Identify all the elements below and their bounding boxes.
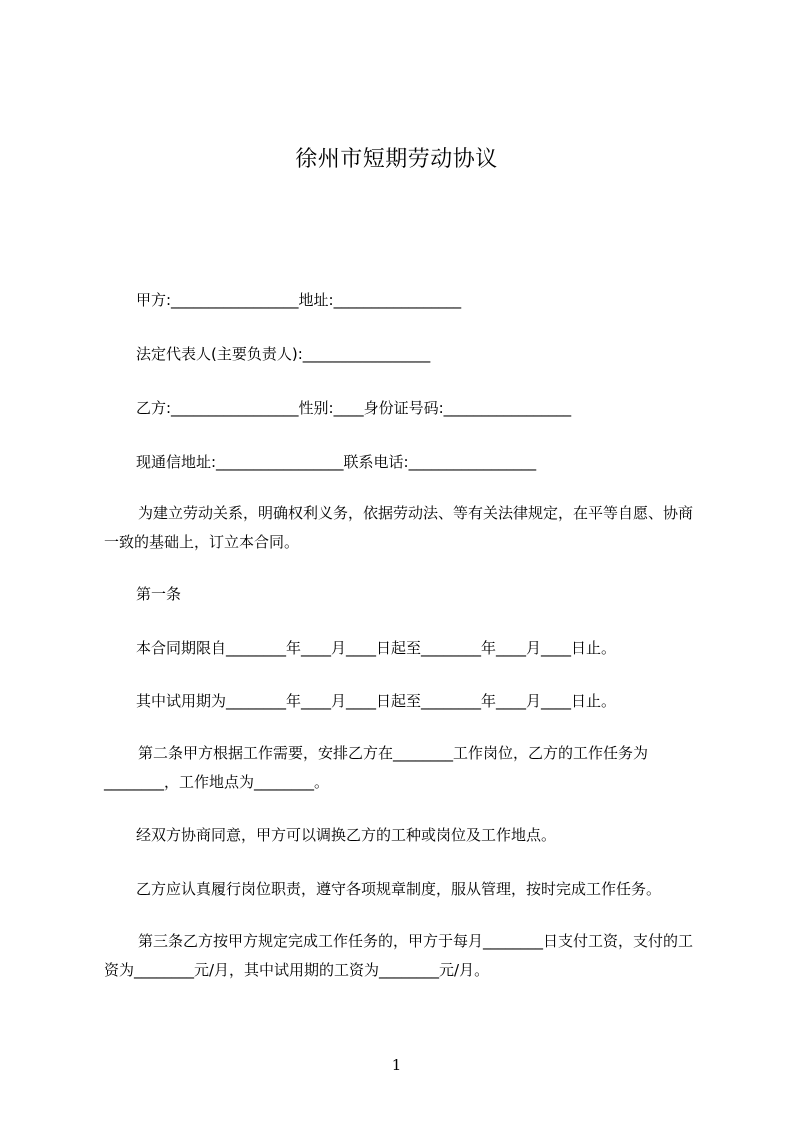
party-a-line: 甲方:_________________地址:_________________ xyxy=(136,291,462,309)
intro-paragraph xyxy=(104,499,704,557)
contact-line: 现通信地址:_________________联系电话:_________________ xyxy=(136,453,537,471)
page-number: 1 xyxy=(391,1056,402,1074)
probation-line: 其中试用期为________年____月____日起至________年____月____日止。 xyxy=(136,692,617,710)
party-b-line: 乙方:_________________性别:____身份证号码:_________________ xyxy=(136,399,572,417)
article-2-paragraph xyxy=(104,739,704,797)
article-1-heading: 第一条 xyxy=(136,585,182,603)
document-title: 徐州市短期劳动协议 xyxy=(295,147,498,172)
adjustment-line: 经双方协商同意，甲方可以调换乙方的工种或岗位及工作地点。 xyxy=(136,826,557,844)
intro-text: 为建立劳动关系，明确权利义务，依据劳动法、等有关法律规定，在平等自愿、协商一致的基础上，订立本合同。 xyxy=(104,504,694,551)
article-3-paragraph xyxy=(104,927,704,985)
duties-line: 乙方应认真履行岗位职责，遵守各项规章制度，服从管理，按时完成工作任务。 xyxy=(136,880,662,898)
contract-term-line: 本合同期限自________年____月____日起至________年____月____日止。 xyxy=(136,639,617,657)
legal-representative-line: 法定代表人(主要负责人):_________________ xyxy=(136,345,431,363)
article-3-text: 第三条乙方按甲方规定完成工作任务的，甲方于每月________日支付工资，支付的工资为________元/月，其中试用期的工资为________元/月。 xyxy=(104,932,694,979)
article-2-text: 第二条甲方根据工作需要，安排乙方在________工作岗位，乙方的工作任务为________，工作地点为________。 xyxy=(104,744,649,791)
